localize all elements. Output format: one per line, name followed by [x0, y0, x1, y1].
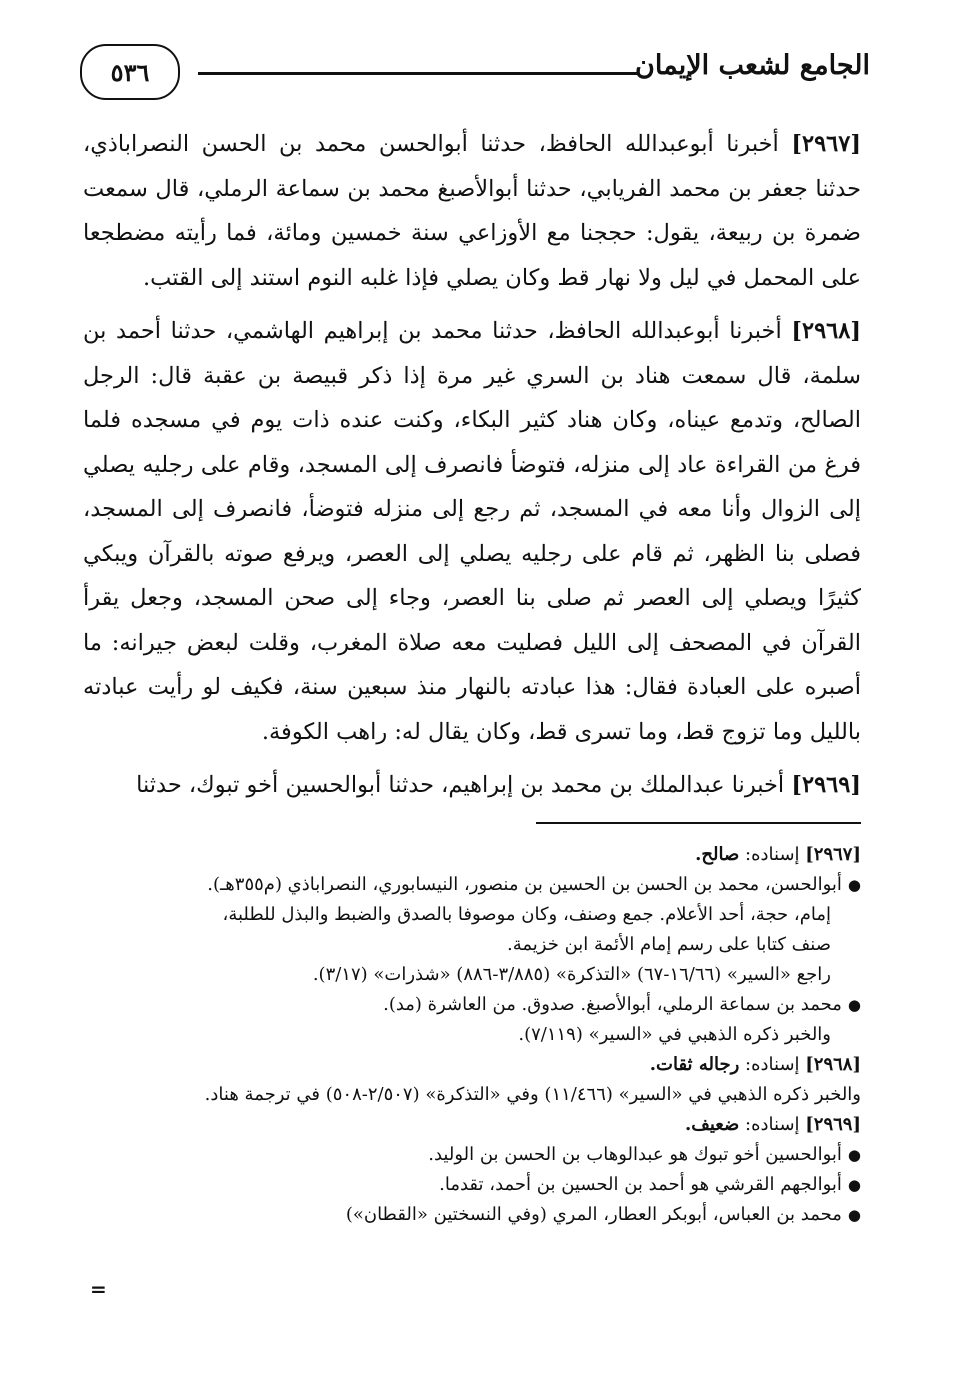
bullet-icon: ●: [847, 996, 861, 1014]
page-header: [80, 44, 870, 106]
footnote-bullet: ●محمد بن سماعة الرملي، أبوالأصبغ. صدوق. من العاشرة (مد).: [383, 994, 861, 1015]
hadith-2967: [83, 122, 861, 300]
hadith-2969: [83, 763, 861, 808]
hadith-number: [٢٩٦٩]: [791, 772, 861, 798]
footnote-number: [٢٩٦٩]: [805, 1114, 861, 1135]
footnote-bullet: ●محمد بن العباس، أبوبكر العطار، المري (وفي النسختين «القطان»): [345, 1204, 861, 1225]
footnotes: [83, 840, 861, 1230]
footnote-2967-heading: [83, 840, 861, 870]
continuation-mark: =: [90, 1277, 107, 1301]
bullet-icon: ●: [847, 1146, 861, 1164]
hadith-number: [٢٩٦٧]: [791, 131, 861, 157]
hadith-text: أخبرنا أبوعبدالله الحافظ، حدثنا أبوالحسن محمد بن الحسن النصراباذي، حدثنا جعفر بن محمد الفريابي، حدثنا أبوالأصبغ محمد بن سماعة الرملي، قال سمعت ضمرة بن ربيعة، يقول: حججنا مع الأوزاعي سنة خمسين ومائة، فما رأيته مضطجعا على المحمل في ليل ولا نهار قط وكان يصلي فإذا غلبه النوم استند إلى القتب.: [83, 131, 861, 291]
footnote-label: إسناده:: [745, 1114, 800, 1135]
header-divider: [198, 72, 638, 75]
footnote-line: صنف كتابا على رسم إمام الأئمة ابن خزيمة.: [507, 934, 831, 955]
footnote-2968-heading: [83, 1050, 861, 1080]
footnote-2969-heading: [83, 1110, 861, 1140]
page-number: ٥٣٦: [80, 44, 180, 100]
hadith-number: [٢٩٦٨]: [791, 318, 861, 344]
footnote-label: إسناده:: [745, 1054, 800, 1075]
footnote-grade: رجاله ثقات.: [649, 1054, 740, 1075]
footnote-label: إسناده:: [745, 844, 800, 865]
footnote-bullet: ●أبوالجهم القرشي هو أحمد بن الحسين بن أحمد، تقدما.: [439, 1174, 861, 1195]
footnote-line: راجع «السير» (١٦/٦٦-٦٧) «التذكرة» (٣/٨٨٥-٨٨٦) «شذرات» (٣/١٧).: [312, 964, 831, 985]
footnote-grade: ضعيف.: [684, 1114, 740, 1135]
hadith-text: أخبرنا أبوعبدالله الحافظ، حدثنا محمد بن إبراهيم الهاشمي، حدثنا أحمد بن سلمة، قال سمعت هناد بن السري غير مرة إذا ذكر قبيصة بن عقبة قال: الرجل الصالح، وتدمع عيناه، وكان هناد كثير البكاء، وكنت عنده ذات يوم في مسجده فلما فرغ من القراءة عاد إلى منزله، فتوضأ فانصرف إلى المسجد، وقام على رجليه يصلي إلى الزوال وأنا معه في المسجد، ثم رجع إلى منزله فتوضأ، فانصرف إلى المسجد، فصلى بنا الظهر، ثم قام على رجليه يصلي إلى العصر، ويرفع صوته بالقرآن ويبكي كثيرًا ويصلي إلى العصر ثم صلى بنا العصر، وجاء إلى صحن المسجد، وجعل يقرأ القرآن في المصحف إلى الليل فصليت معه صلاة المغرب، وقلت لبعض جيرانه: ما أصبره على العبادة فقال: هذا عبادته بالنهار منذ سبعين سنة، فكيف لو رأيت عبادته بالليل وما تزوج قط، وما تسرى قط، وكان يقال له: راهب الكوفة.: [83, 318, 861, 745]
footnote-divider: [536, 822, 861, 824]
hadith-text: أخبرنا عبدالملك بن محمد بن إبراهيم، حدثنا أبوالحسين أخو تبوك، حدثنا: [136, 772, 785, 798]
footnote-bullet: ●أبوالحسين أخو تبوك هو عبدالوهاب بن الحسن بن الوليد.: [428, 1144, 861, 1165]
main-text: [83, 122, 861, 817]
bullet-icon: ●: [847, 1176, 861, 1194]
footnote-number: [٢٩٦٨]: [805, 1054, 861, 1075]
footnote-line: والخبر ذكره الذهبي في «السير» (١١/٤٦٦) وفي «التذكرة» (٢/٥٠٧-٥٠٨) في ترجمة هناد.: [204, 1084, 861, 1105]
footnote-number: [٢٩٦٧]: [805, 844, 861, 865]
bullet-icon: ●: [847, 1206, 861, 1224]
bullet-icon: ●: [847, 876, 861, 894]
footnote-line: إمام، حجة، أحد الأعلام. جمع وصنف، وكان موصوفا بالصدق والضبط والبذل للطلبة،: [222, 904, 831, 925]
footnote-grade: صالح.: [695, 844, 740, 865]
footnote-line: والخبر ذكره الذهبي في «السير» (٧/١١٩).: [518, 1024, 831, 1045]
page-title: الجامع لشعب الإيمان: [635, 50, 870, 81]
footnote-bullet: ●أبوالحسن، محمد بن الحسن بن الحسين بن منصور، النيسابوري، النصراباذي (م٣٥٥هـ).: [207, 874, 861, 895]
hadith-2968: [83, 309, 861, 754]
